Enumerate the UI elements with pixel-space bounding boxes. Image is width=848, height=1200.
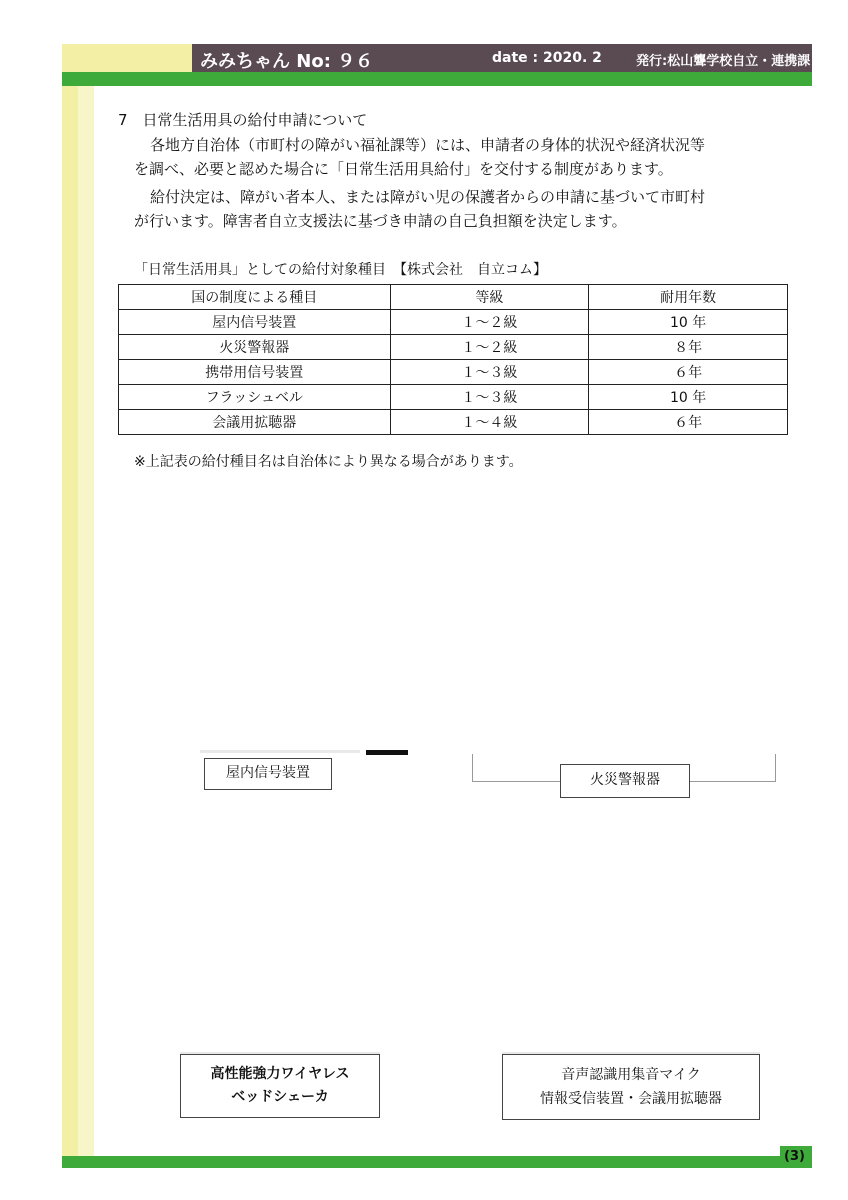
header-accent [62,44,192,72]
newsletter-title: みみちゃん No: ９６ [200,51,374,72]
table-row [119,335,788,360]
cell-lifespan: 10 年 [589,310,788,335]
footer-green-rule [62,1156,812,1168]
cell-grade: １～２級 [390,335,589,360]
photo-device-edge [366,750,408,755]
paragraph-2-line-1: 給付決定は、障がい者本人、または障がい児の保護者からの申請に基づいて市町村 [150,188,706,206]
cell-lifespan: ６年 [589,360,788,385]
column-header-item: 国の制度による種目 [119,285,391,310]
cell-item: フラッシュベル [119,385,391,410]
benefit-items-table [118,284,788,435]
microphone-label [502,1054,760,1120]
column-header-lifespan: 耐用年数 [589,285,788,310]
fire-alarm-label: 火災警報器 [560,764,690,798]
cell-item: 屋内信号装置 [119,310,391,335]
indoor-signal-label: 屋内信号装置 [204,758,332,790]
cell-lifespan: ８年 [589,335,788,360]
cell-grade: １～２級 [390,310,589,335]
cell-item: 火災警報器 [119,335,391,360]
table-row [119,310,788,335]
cell-grade: １～３級 [390,385,589,410]
cell-item: 会議用拡聴器 [119,410,391,435]
microphone-line-2: 情報受信装置・会議用拡聴器 [540,1091,722,1107]
cell-grade: １～４級 [390,410,589,435]
publisher: 発行:松山聾学校自立・連携課 [636,54,811,69]
cell-lifespan: 10 年 [589,385,788,410]
bed-shaker-line-2: ベッドシェーカ [231,1089,329,1105]
section-title: 7 日常生活用具の給付申請について [118,111,368,129]
table-caption: 「日常生活用具」としての給付対象種目 【株式会社 自立コム】 [134,262,547,278]
bed-shaker-label [180,1054,380,1118]
header-green-rule [62,72,812,86]
column-header-grade: 等級 [390,285,589,310]
cell-lifespan: ６年 [589,410,788,435]
microphone-line-1: 音声認識用集音マイク [561,1067,701,1083]
paragraph-2-line-2: が行います。障害者自立支援法に基づき申請の自己負担額を決定します。 [134,212,627,230]
bed-shaker-line-1: 高性能強力ワイヤレス [210,1066,350,1082]
table-note: ※上記表の給付種目名は自治体により異なる場合があります。 [134,454,523,470]
paragraph-1-line-2: を調べ、必要と認めた場合に「日常生活用具給付」を交付する制度があります。 [134,160,673,178]
issue-date: date : 2020. 2 [492,50,602,66]
cell-grade: １～３級 [390,360,589,385]
table-header-row [119,285,788,310]
cell-item: 携帯用信号装置 [119,360,391,385]
left-margin-band-inner [78,86,94,1156]
table-row [119,360,788,385]
table-row [119,410,788,435]
table-row [119,385,788,410]
photo-edge-indoor-signal [200,750,360,753]
paragraph-1-line-1: 各地方自治体（市町村の障がい福祉課等）には、申請者の身体的状況や経済状況等 [150,136,706,154]
page-number: (3) [784,1149,805,1164]
